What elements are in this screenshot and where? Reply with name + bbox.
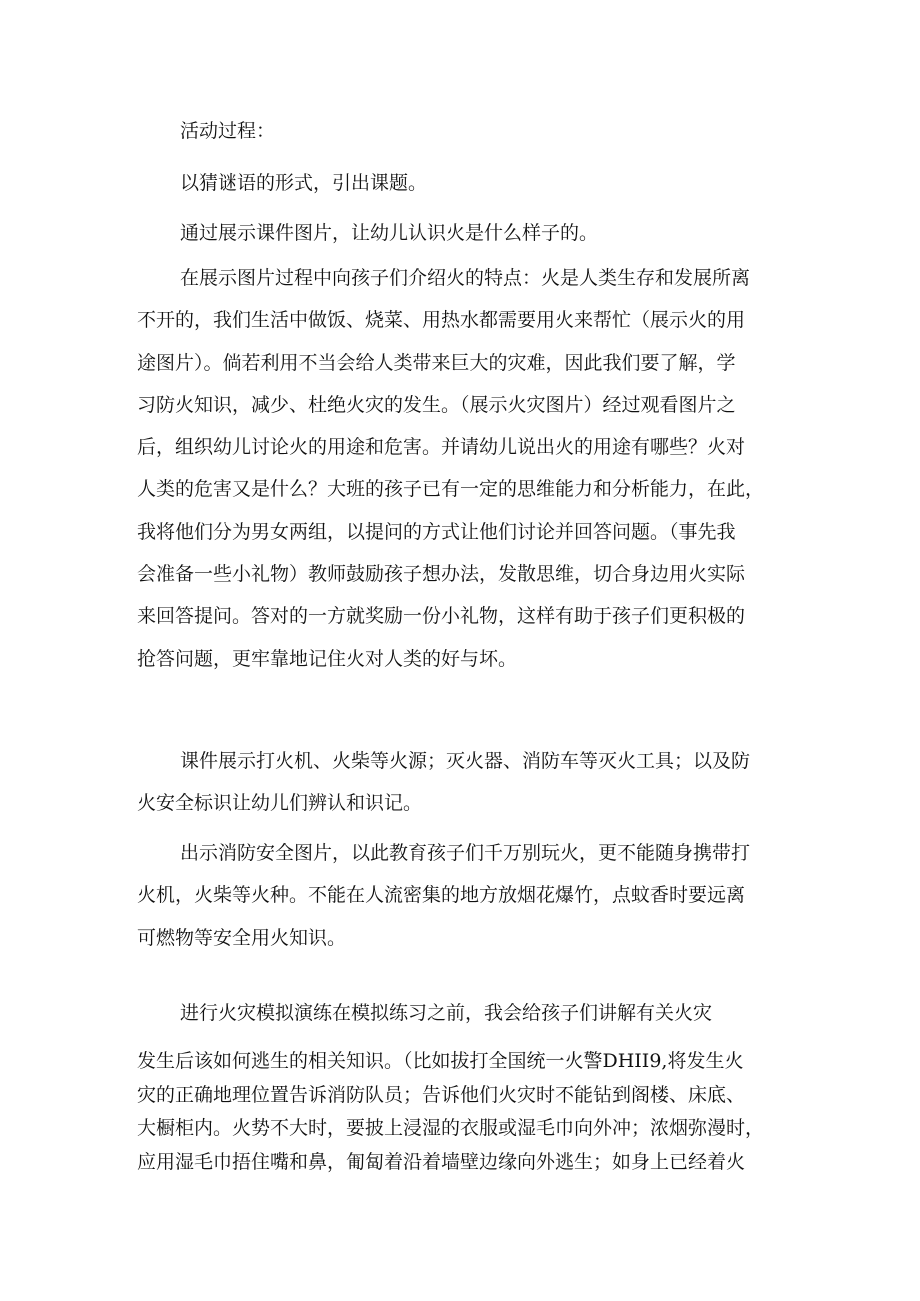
paragraph-safety-images [137, 832, 793, 959]
text-line: 火安全标识让幼儿们辨认和识记。 [137, 792, 423, 815]
paragraph-escape-knowledge [137, 1045, 793, 1179]
paragraph-riddle [137, 162, 793, 204]
text-line: 进行火灾模拟演练在模拟练习之前，我会给孩子们讲解有关火灾 [180, 1002, 713, 1024]
text-line: 以猜谜语的形式，引出课题。 [180, 172, 428, 194]
text-line: 在展示图片过程中向孩子们介绍火的特点：火是人类生存和发展所离 [180, 267, 751, 289]
paragraph-fire-features [137, 257, 793, 680]
text-line: 可燃物等安全用火知识。 [137, 926, 347, 949]
paragraph-fire-tools [137, 740, 793, 825]
text-line: 火机，火柴等火种。不能在人流密集的地方放烟花爆竹，点蚊香时要远离 [137, 884, 746, 907]
text-line: 灾的正确地理位置告诉消防队员；告诉他们火灾时不能钻到阁楼、床底、 [137, 1083, 746, 1106]
paragraph-fire-drill [137, 992, 793, 1034]
text-line: 来回答提问。答对的一方就奖励一份小礼物，这样有助于孩子们更积极的 [137, 605, 746, 628]
text-line: 习防火知识，减少、杜绝火灾的发生。（展示火灾图片）经过观看图片之 [137, 393, 736, 416]
text-line: 我将他们分为男女两组，以提问的方式让他们讨论并回答问题。（事先我 [137, 520, 736, 543]
text-line: 不开的，我们生活中做饭、烧菜、用热水都需要用火来帮忙（展示火的用 [137, 309, 746, 332]
text-line: 出示消防安全图片，以此教育孩子们千万别玩火，更不能随身携带打 [180, 842, 751, 864]
text-line: 活动过程： [180, 120, 276, 142]
text-line: 后，组织幼儿讨论火的用途和危害。并请幼儿说出火的用途有哪些？火对 [137, 436, 746, 459]
text-line: 会准备一些小礼物）教师鼓励孩子想办法，发散思维，切合身边用火实际 [137, 563, 746, 586]
text-line: 通过展示课件图片，让幼儿认识火是什么样子的。 [180, 222, 599, 244]
text-line: 课件展示打火机、火柴等火源；灭火器、消防车等灭火工具；以及防 [180, 750, 751, 772]
paragraph-show-images [137, 212, 793, 254]
text-line: 人类的危害又是什么？大班的孩子已有一定的思维能力和分析能力，在此， [137, 478, 765, 501]
text-line: 抢答问题，更牢靠地记住火对人类的好与坏。 [137, 647, 518, 670]
text-line: 大橱柜内。火势不大时，要披上浸湿的衣服或湿毛巾向外冲；浓烟弥漫时， [137, 1117, 765, 1140]
text-line: 应用湿毛巾捂住嘴和鼻，匍匐着沿着墙壁边缘向外逃生；如身上已经着火 [137, 1150, 746, 1173]
text-line: 途图片）。倘若利用不当会给人类带来巨大的灾难，因此我们要了解，学 [137, 351, 736, 374]
text-line: 发生后该如何逃生的相关知识。（比如拔打全国统一火警DHII9,将发生火 [137, 1050, 744, 1072]
section-heading [137, 110, 793, 152]
